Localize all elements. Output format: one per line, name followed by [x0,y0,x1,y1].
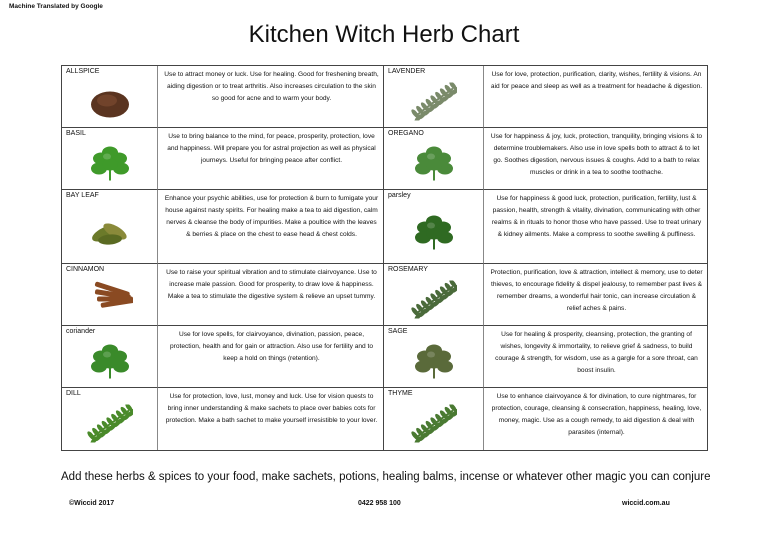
footer-phone: 0422 958 100 [358,500,401,507]
herb-description-cell [484,190,707,264]
page-title: Kitchen Witch Herb Chart [248,21,520,48]
herb-name: OREGANO [388,130,424,137]
basil-leaves-icon [87,144,133,187]
herb-name: LAVENDER [388,68,426,75]
herb-name: THYME [388,390,413,397]
machine-translated-note: Machine Translated by Google [9,3,103,10]
coriander-icon [87,342,133,385]
herb-description: Use for love spells, for clairvoyance, divination, passion, peace, protection, health and for gain or attraction. Also use for fertility and to keep a hold on things (retention). [169,331,374,362]
herb-name-cell [62,388,158,450]
herb-name: SAGE [388,328,408,335]
herb-description: Use for happiness & joy, luck, protection, tranquility, bringing visions & to determine troublemakers. Also use in love spells both to attract & to let go. Soothes digestion, nervous issues & coughs. Add to a bath to relax muscles or drink in a tea to soothe toothache. [490,133,703,176]
herb-name-cell [384,128,484,190]
herb-description: Use for protection, love, lust, money and luck. Use for vision quests to bring inner understanding & make sachets to place over babies cots for protection. Make a bath sachet to make yourself irresistible to your lover. [165,393,378,424]
rosemary-sprig-icon [411,280,457,323]
herb-name: BASIL [66,130,86,137]
herb-description: Enhance your psychic abilities, use for protection & burn to fumigate your house against nasty spirits. For healing make a tea to aid digestion, calm nerves & cleanse the body of impurities. Make a poultice with the leaves & berries & place on the chest to ease head & chest colds. [164,195,379,238]
herb-name-cell [384,326,484,388]
oregano-sprig-icon [411,144,457,187]
herb-name: ALLSPICE [66,68,100,75]
herb-description: Use to enhance clairvoyance & for divination, to cure nightmares, for protection, courage, cleansing & consecration, happiness, healing, love, money, magic. Use as a cough remedy, to aid digestion & deal with parasites (internal). [491,393,702,436]
herb-description-cell [484,388,707,450]
herb-description: Protection, purification, love & attraction, intellect & memory, use to deter thieves, to encourage fidelity & dispel jealousy, to remember past lives & remember dreams, a wonderful hair tonic, can increase circulation & relief aches & pains. [490,269,703,312]
herb-name: parsley [388,192,411,199]
herb-name-cell [62,190,158,264]
herb-description-cell [158,128,384,190]
herb-description: Use to attract money or luck. Use for healing. Good for freshening breath, aiding digestion or to treat arthritis. Also increases circulation to the skin so good for acne and to warm your body. [164,71,379,102]
dill-sprig-icon [87,405,133,448]
herb-name-cell [384,264,484,326]
herb-description-cell [484,128,707,190]
herb-name-cell [62,128,158,190]
herb-description: Use to bring balance to the mind, for peace, prosperity, protection, love and happiness. Will prepare you for astral projection as well as physical journeys. Useful for bringing peace after conflict. [167,133,376,164]
herb-chart [61,65,708,451]
herb-name-cell [384,66,484,128]
herb-name-cell [62,326,158,388]
bottom-caption: Add these herbs & spices to your food, make sachets, potions, healing balms, incense or whatever other magic you can conjure [61,471,711,483]
herb-description-cell [484,66,707,128]
herb-description-cell [158,388,384,450]
cinnamon-sticks-icon [87,280,133,323]
lavender-sprig-icon [411,82,457,125]
herb-description-cell [484,264,707,326]
herb-name: DILL [66,390,81,397]
herb-description: Use for happiness & good luck, protection, purification, fertility, lust & passion, health, strength & vitality, divination, communicating with other realms & in rituals to honor those who have passed. Use to treat urinary & kidney ailments. Make a compress to soothe swelling & puffiness. [491,195,702,238]
sage-leaves-icon [411,342,457,385]
herb-name-cell [384,190,484,264]
parsley-icon [411,214,457,257]
herb-name-cell [62,264,158,326]
herb-description-cell [158,190,384,264]
thyme-sprig-icon [411,405,457,448]
herb-name: BAY LEAF [66,192,99,199]
herb-description: Use for love, protection, purification, clarity, wishes, fertility & visions. An aid for peace and sleep as well as a treatment for headache & digestion. [490,71,703,90]
herb-name-cell [384,388,484,450]
herb-name: coriander [66,328,96,335]
footer-website: wiccid.com.au [622,500,670,507]
herb-description-cell [158,264,384,326]
herb-description: Use for healing & prosperity, cleansing, protection, the granting of wishes, longevity & immortality, to relieve grief & sadness, to build courage & strength, for wisdom, use as a gargle for a sore throat, can boost insulin. [495,331,698,374]
herb-description: Use to raise your spiritual vibration and to stimulate clairvoyance. Use to increase male passion. Good for prosperity, to draw love & happiness. Make a tea to stimulate the digestive system & relieve an upset tummy. [166,269,377,300]
herb-name-cell [62,66,158,128]
herb-name: ROSEMARY [388,266,428,273]
footer-copyright: ©Wiccid 2017 [69,500,115,507]
herb-description-cell [158,66,384,128]
bay-leaf-icon [87,214,133,257]
herb-description-cell [484,326,707,388]
herb-name: CINNAMON [66,266,105,273]
herb-description-cell [158,326,384,388]
allspice-powder-icon [87,82,133,125]
